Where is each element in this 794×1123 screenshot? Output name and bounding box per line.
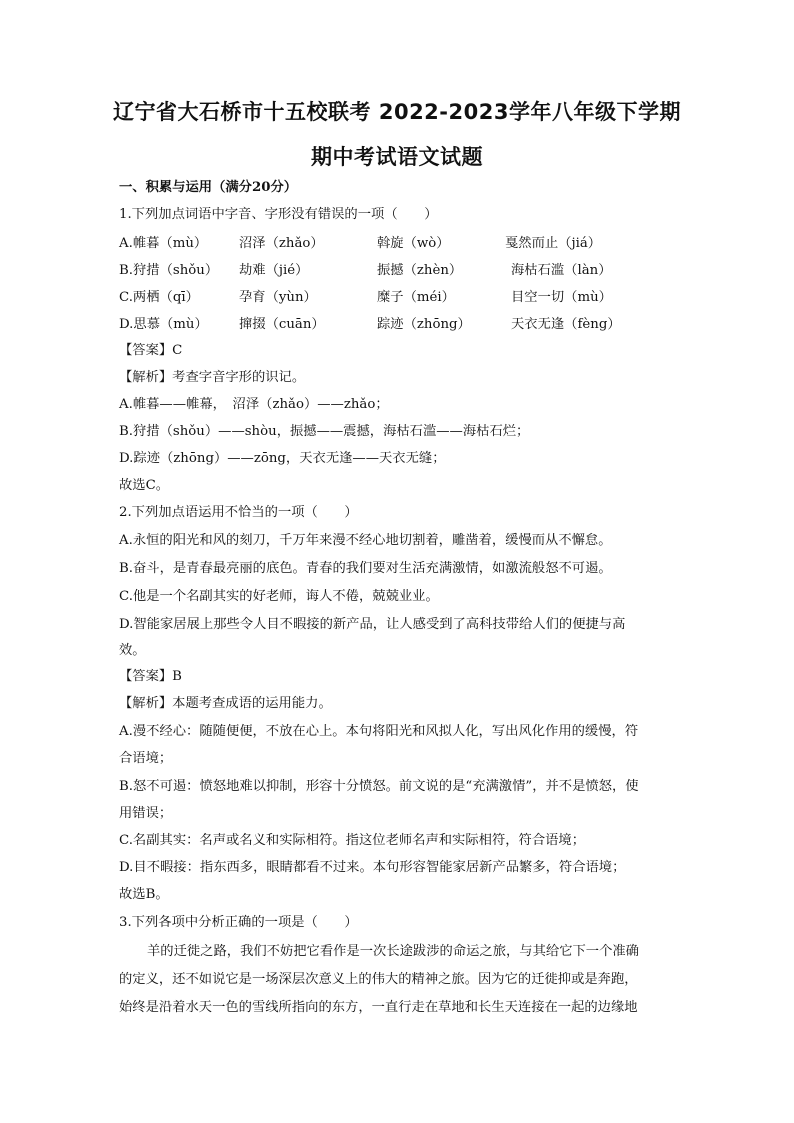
q1-analysis-line: B.狩措（shǒu）——shòu，振撼——震撼，海枯石滥——海枯石烂；: [119, 424, 530, 439]
q2-analysis-line: 用错误；: [119, 806, 173, 821]
q1-analysis-line: D.踪迹（zhōng）——zōng，天衣无逢——天衣无缝；: [119, 451, 446, 466]
q2-analysis-line: B.怒不可遏：愤怒地难以抑制，形容十分愤怒。前文说的是“充满激情”，并不是愤怒，使: [119, 779, 639, 794]
q2-option-b: B.奋斗，是青春最亮丽的底色。青春的我们要对生活充满激情，如激流般怒不可遏。: [119, 561, 612, 576]
q1-option-b-4: 海枯石滥（làn）: [511, 263, 612, 278]
q3-passage-line: 羊的迁徙之路，我们不妨把它看作是一次长途跋涉的命运之旅，与其给它下一个准确: [147, 944, 639, 959]
q1-option-c-4: 目空一切（mù）: [511, 290, 612, 305]
q1-option-a-1: A.帷暮（mù）: [119, 236, 208, 251]
q1-option-d-3: 踪迹（zhōng）: [377, 317, 471, 332]
q3-stem: 3.下列各项中分析正确的一项是（ ）: [119, 915, 358, 930]
q3-passage-line: 始终是沿着水天一色的雪线所指向的东方，一直行走在草地和长生天连接在一起的边缘地: [119, 1000, 638, 1015]
q2-analysis-line: D.目不暇接：指东西多，眼睛都看不过来。本句形容智能家居新产品繁多，符合语境；: [119, 860, 626, 875]
q2-option-c: C.他是一个名副其实的好老师，诲人不倦，兢兢业业。: [119, 589, 439, 604]
q1-option-c-2: 孕育（yùn）: [239, 290, 317, 305]
q1-option-a-4: 戛然而止（jiá）: [505, 236, 602, 251]
q2-analysis-line: A.漫不经心：随随便便，不放在心上。本句将阳光和风拟人化，写出风化作用的缓慢，符: [119, 724, 639, 739]
title-line-1: 辽宁省大石桥市十五校联考 2022-2023学年八年级下学期: [113, 100, 681, 124]
q1-option-d-4: 天衣无逢（fèng）: [511, 317, 621, 332]
q2-analysis-line: 【解析】本题考查成语的运用能力。: [119, 696, 332, 711]
q2-option-d-cont: 效。: [119, 643, 146, 658]
q2-stem: 2.下列加点语运用不恰当的一项（ ）: [119, 505, 358, 520]
q3-passage-line: 的定义，还不如说它是一场深层次意义上的伟大的精神之旅。因为它的迁徙抑或是奔跑，: [119, 972, 638, 987]
q1-stem: 1.下列加点词语中字音、字形没有错误的一项（ ）: [119, 207, 438, 222]
section-heading: 一、积累与运用（满分20分）: [119, 180, 298, 195]
q1-option-a-2: 沼泽（zhǎo）: [239, 236, 324, 251]
q1-option-d-1: D.思慕（mù）: [119, 317, 208, 332]
q1-option-b-3: 振撼（zhèn）: [377, 263, 463, 278]
q1-analysis-line: 故选C。: [119, 478, 170, 493]
q1-option-b-1: B.狩措（shǒu）: [119, 263, 219, 278]
q1-analysis-line: A.帷暮——帷幕， 沼泽（zhǎo）——zhǎo；: [119, 397, 389, 412]
q1-option-a-3: 斡旋（wò）: [377, 236, 450, 251]
q2-answer: 【答案】B: [119, 669, 182, 684]
q2-option-a: A.永恒的阳光和风的刻刀，千万年来漫不经心地切割着，雕凿着，缓慢而从不懈怠。: [119, 533, 612, 548]
q2-analysis-line: 合语境；: [119, 751, 173, 766]
q1-analysis-line: 【解析】考查字音字形的识记。: [119, 370, 306, 385]
q2-analysis-line: C.名副其实：名声或名义和实际相符。指这位老师名声和实际相符，符合语境；: [119, 833, 586, 848]
q1-option-c-3: 糜子（méi）: [377, 290, 455, 305]
title-line-2: 期中考试语文试题: [311, 145, 483, 169]
q1-option-c-1: C.两栖（qī）: [119, 290, 199, 305]
q2-analysis-line: 故选B。: [119, 887, 169, 902]
q1-answer: 【答案】C: [119, 343, 183, 358]
q1-option-d-2: 撺掇（cuān）: [239, 317, 325, 332]
q2-option-d: D.智能家居展上那些令人目不暇接的新产品，让人感受到了高科技带给人们的便捷与高: [119, 617, 626, 632]
q1-option-b-2: 劫难（jié）: [239, 263, 309, 278]
